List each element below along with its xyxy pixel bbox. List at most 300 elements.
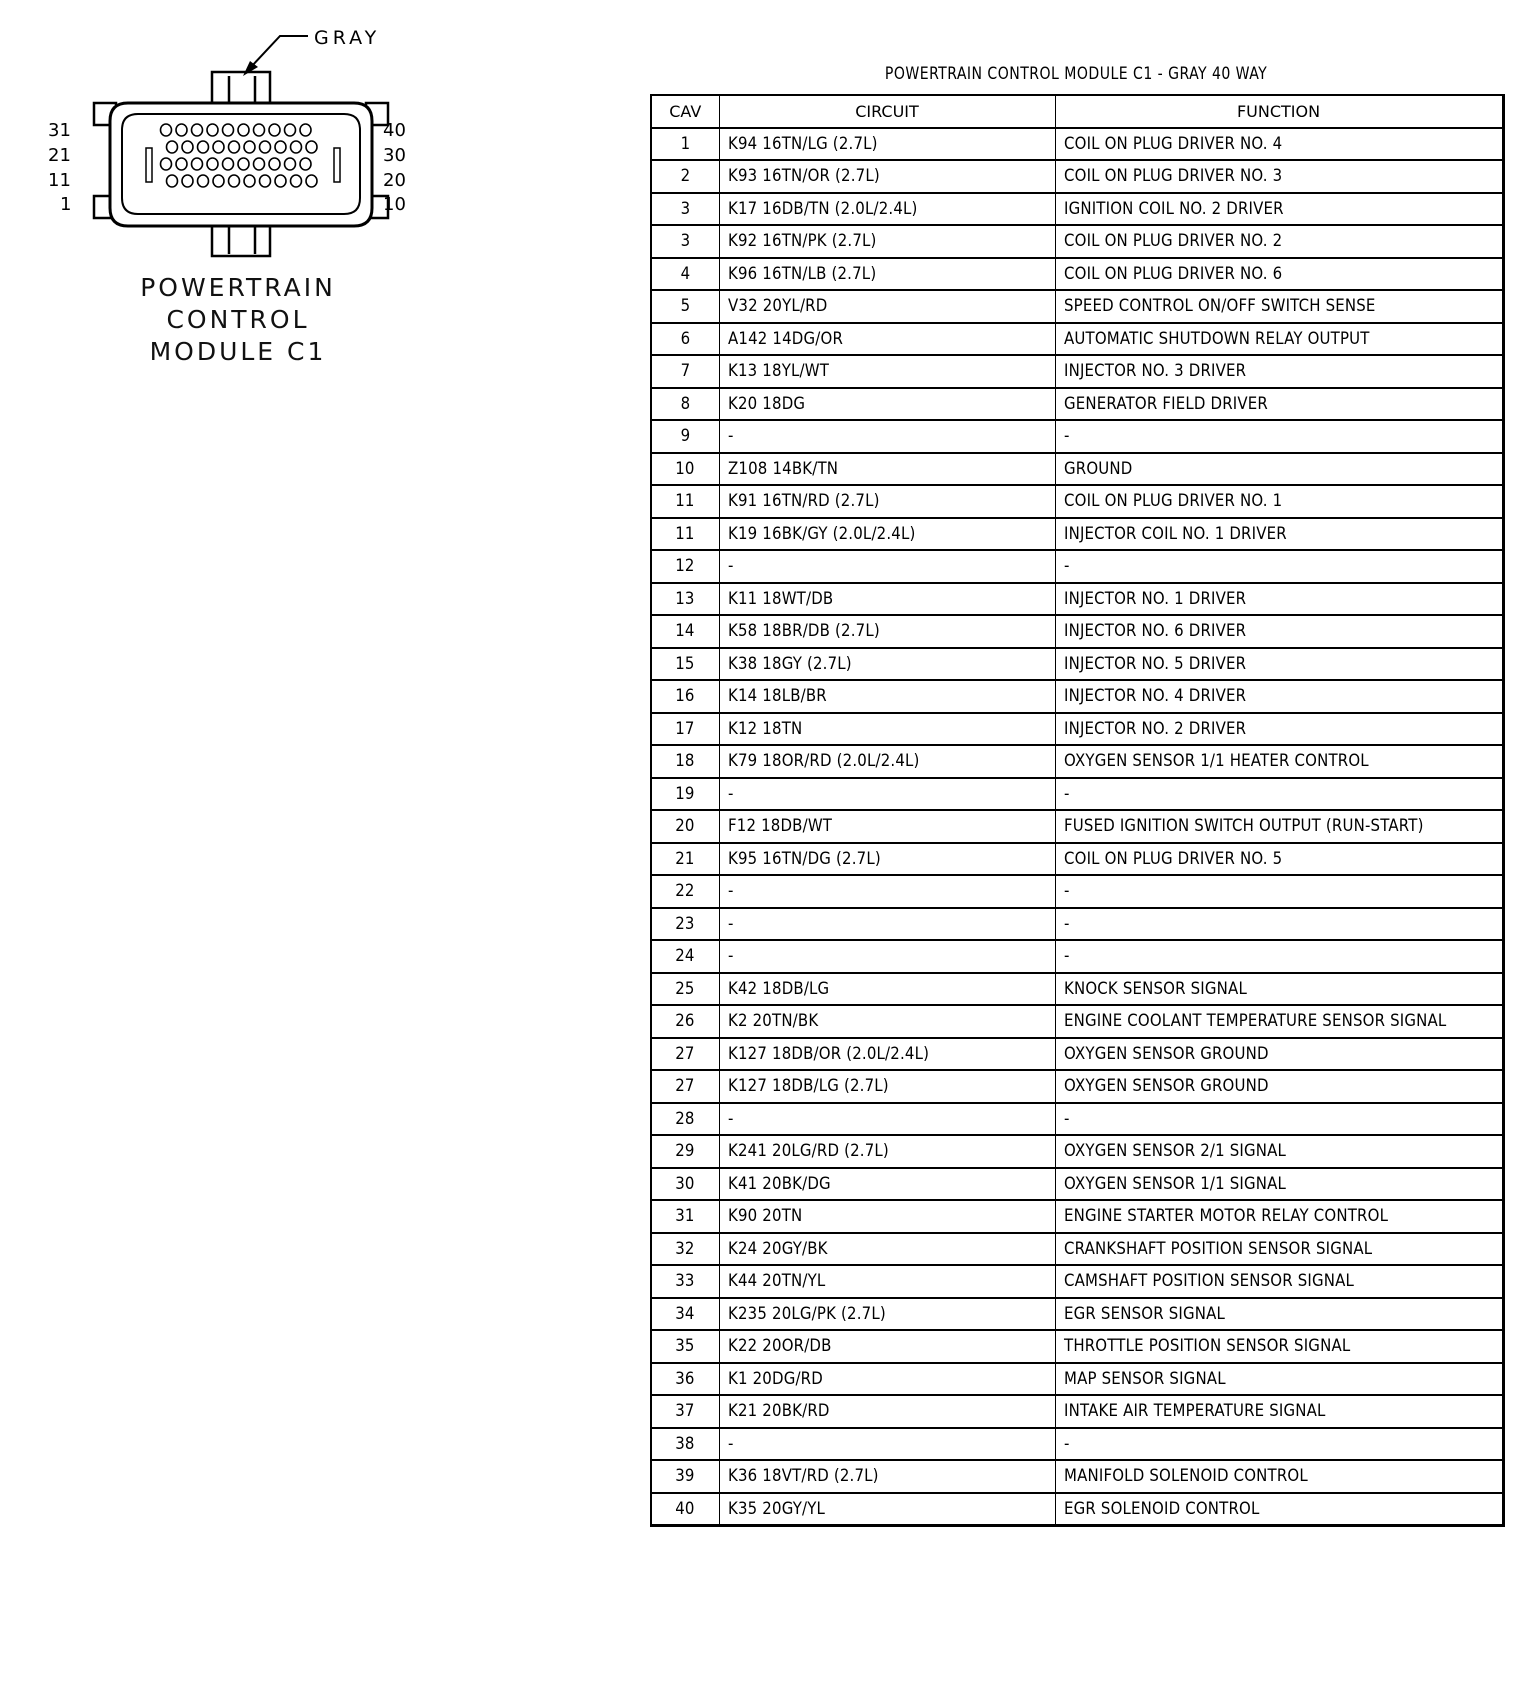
cav-cell-text: 7	[680, 361, 691, 382]
table-row	[651, 843, 1503, 876]
circuit-cell-text: K94 16TN/LG (2.7L)	[727, 133, 878, 154]
pin-label-11: 11	[48, 170, 71, 191]
table-row	[651, 745, 1503, 778]
function-cell-text: -	[1063, 913, 1070, 934]
circuit-cell-text: -	[727, 426, 734, 447]
function-cell	[1055, 225, 1503, 258]
pin-label-40: 40	[383, 120, 406, 141]
circuit-cell	[719, 453, 1055, 486]
circuit-cell	[719, 485, 1055, 518]
table-row	[651, 615, 1503, 648]
cav-cell-text: 32	[675, 1238, 695, 1259]
function-cell	[1055, 680, 1503, 713]
cav-cell	[651, 485, 719, 518]
circuit-cell	[719, 225, 1055, 258]
table-row	[651, 1265, 1503, 1298]
circuit-cell	[719, 615, 1055, 648]
cav-cell-text: 21	[675, 848, 695, 869]
connector-diagram	[0, 0, 440, 260]
circuit-cell	[719, 940, 1055, 973]
cav-cell-text: 16	[675, 686, 695, 707]
cav-cell-text: 20	[675, 816, 695, 837]
pin-label-31: 31	[48, 120, 71, 141]
table-row	[651, 1168, 1503, 1201]
function-cell	[1055, 1330, 1503, 1363]
function-cell-text: IGNITION COIL NO. 2 DRIVER	[1063, 198, 1284, 219]
table-row	[651, 1103, 1503, 1136]
table-row	[651, 290, 1503, 323]
cav-cell	[651, 1265, 719, 1298]
cav-cell-text: 18	[675, 751, 695, 772]
function-cell-text: THROTTLE POSITION SENSOR SIGNAL	[1063, 1336, 1350, 1357]
function-cell-text: -	[1063, 1433, 1070, 1454]
pin-label-10: 10	[383, 194, 406, 215]
function-cell	[1055, 388, 1503, 421]
table-row	[651, 1363, 1503, 1396]
cav-cell	[651, 355, 719, 388]
cav-cell-text: 2	[680, 166, 691, 187]
cav-cell	[651, 778, 719, 811]
cav-cell-text: 22	[675, 881, 695, 902]
circuit-cell-text: K92 16TN/PK (2.7L)	[727, 231, 877, 252]
circuit-cell	[719, 1005, 1055, 1038]
cav-cell	[651, 810, 719, 843]
cav-cell	[651, 193, 719, 226]
table-row	[651, 940, 1503, 973]
function-cell-text: KNOCK SENSOR SIGNAL	[1063, 978, 1247, 999]
circuit-cell-text: K38 18GY (2.7L)	[727, 653, 852, 674]
table-row	[651, 485, 1503, 518]
function-cell-text: OXYGEN SENSOR 2/1 SIGNAL	[1063, 1141, 1286, 1162]
header-circuit: CIRCUIT	[719, 95, 1055, 128]
cav-cell	[651, 258, 719, 291]
function-cell	[1055, 1233, 1503, 1266]
function-cell-text: -	[1063, 946, 1070, 967]
function-cell	[1055, 193, 1503, 226]
cav-cell-text: 5	[680, 296, 691, 317]
function-cell	[1055, 908, 1503, 941]
table-row	[651, 680, 1503, 713]
function-cell	[1055, 615, 1503, 648]
circuit-cell-text: K96 16TN/LB (2.7L)	[727, 263, 876, 284]
cav-cell	[651, 1038, 719, 1071]
function-cell-text: OXYGEN SENSOR GROUND	[1063, 1076, 1269, 1097]
function-cell	[1055, 1298, 1503, 1331]
cav-cell	[651, 1168, 719, 1201]
circuit-cell	[719, 908, 1055, 941]
circuit-cell	[719, 355, 1055, 388]
cav-cell	[651, 583, 719, 616]
table-row	[651, 875, 1503, 908]
cav-cell	[651, 290, 719, 323]
table-row	[651, 1428, 1503, 1461]
function-cell	[1055, 778, 1503, 811]
circuit-cell-text: -	[727, 881, 734, 902]
circuit-cell-text: K127 18DB/OR (2.0L/2.4L)	[727, 1043, 929, 1064]
circuit-cell-text: K235 20LG/PK (2.7L)	[727, 1303, 886, 1324]
circuit-cell-text: K14 18LB/BR	[727, 686, 827, 707]
circuit-cell-text: K12 18TN	[727, 718, 802, 739]
cav-cell-text: 15	[675, 653, 695, 674]
cav-cell-text: 26	[675, 1011, 695, 1032]
cav-cell-text: 40	[675, 1498, 695, 1519]
table-header-row	[651, 95, 1503, 128]
table-row	[651, 1233, 1503, 1266]
cav-cell-text: 12	[675, 556, 695, 577]
cav-cell-text: 4	[680, 263, 691, 284]
circuit-cell-text: K93 16TN/OR (2.7L)	[727, 166, 880, 187]
function-cell	[1055, 1265, 1503, 1298]
cav-cell-text: 35	[675, 1336, 695, 1357]
cav-cell-text: 38	[675, 1433, 695, 1454]
circuit-cell-text: K127 18DB/LG (2.7L)	[727, 1076, 889, 1097]
cav-cell	[651, 1330, 719, 1363]
connector-shell	[110, 103, 372, 226]
table-row	[651, 1005, 1503, 1038]
table-row	[651, 973, 1503, 1006]
cav-cell-text: 13	[675, 588, 695, 609]
circuit-cell	[719, 160, 1055, 193]
function-cell-text: COIL ON PLUG DRIVER NO. 5	[1063, 848, 1282, 869]
function-cell	[1055, 160, 1503, 193]
function-cell	[1055, 1428, 1503, 1461]
cav-cell	[651, 875, 719, 908]
function-cell	[1055, 810, 1503, 843]
circuit-cell-text: -	[727, 556, 734, 577]
circuit-cell-text: K2 20TN/BK	[727, 1011, 818, 1032]
circuit-cell	[719, 1460, 1055, 1493]
function-cell-text: INJECTOR NO. 3 DRIVER	[1063, 361, 1246, 382]
circuit-cell-text: K241 20LG/RD (2.7L)	[727, 1141, 889, 1162]
function-cell	[1055, 1005, 1503, 1038]
function-cell	[1055, 290, 1503, 323]
cav-cell	[651, 323, 719, 356]
cav-cell-text: 1	[680, 133, 691, 154]
function-cell	[1055, 323, 1503, 356]
cav-cell-text: 36	[675, 1368, 695, 1389]
circuit-cell-text: K58 18BR/DB (2.7L)	[727, 621, 880, 642]
cav-cell-text: 9	[680, 426, 691, 447]
function-cell-text: OXYGEN SENSOR GROUND	[1063, 1043, 1269, 1064]
circuit-cell	[719, 1265, 1055, 1298]
cav-cell-text: 33	[675, 1271, 695, 1292]
connector-top-latch	[212, 72, 270, 106]
cav-cell-text: 27	[675, 1043, 695, 1064]
cav-cell	[651, 1298, 719, 1331]
function-cell-text: COIL ON PLUG DRIVER NO. 6	[1063, 263, 1282, 284]
table-row	[651, 193, 1503, 226]
table-row	[651, 160, 1503, 193]
function-cell-text: SPEED CONTROL ON/OFF SWITCH SENSE	[1063, 296, 1376, 317]
header-function: FUNCTION	[1055, 95, 1503, 128]
cav-cell	[651, 1070, 719, 1103]
circuit-cell-text: K91 16TN/RD (2.7L)	[727, 491, 880, 512]
function-cell-text: INTAKE AIR TEMPERATURE SIGNAL	[1063, 1401, 1326, 1422]
function-cell	[1055, 973, 1503, 1006]
table-row	[651, 778, 1503, 811]
circuit-cell-text: K11 18WT/DB	[727, 588, 833, 609]
function-cell	[1055, 355, 1503, 388]
cav-cell-text: 17	[675, 718, 695, 739]
table-row	[651, 550, 1503, 583]
table-row	[651, 810, 1503, 843]
cav-cell	[651, 615, 719, 648]
table-row	[651, 1200, 1503, 1233]
table-row	[651, 583, 1503, 616]
table-row	[651, 323, 1503, 356]
circuit-cell-text: A142 14DG/OR	[727, 328, 843, 349]
pin-label-30: 30	[383, 145, 406, 166]
function-cell-text: FUSED IGNITION SWITCH OUTPUT (RUN-START)	[1063, 816, 1424, 837]
cav-cell	[651, 745, 719, 778]
function-cell-text: GROUND	[1063, 458, 1132, 479]
table-row	[651, 648, 1503, 681]
circuit-cell-text: -	[727, 1433, 734, 1454]
circuit-cell	[719, 1330, 1055, 1363]
circuit-cell	[719, 518, 1055, 551]
cav-cell-text: 25	[675, 978, 695, 999]
function-cell	[1055, 843, 1503, 876]
circuit-cell	[719, 1168, 1055, 1201]
cav-cell	[651, 1233, 719, 1266]
circuit-cell-text: -	[727, 783, 734, 804]
function-cell-text: -	[1063, 881, 1070, 902]
function-cell-text: INJECTOR COIL NO. 1 DRIVER	[1063, 523, 1287, 544]
function-cell	[1055, 1038, 1503, 1071]
table-row	[651, 388, 1503, 421]
function-cell-text: COIL ON PLUG DRIVER NO. 3	[1063, 166, 1282, 187]
circuit-cell-text: K17 16DB/TN (2.0L/2.4L)	[727, 198, 918, 219]
cav-cell	[651, 1493, 719, 1526]
circuit-cell-text: K21 20BK/RD	[727, 1401, 830, 1422]
circuit-cell	[719, 1038, 1055, 1071]
function-cell-text: INJECTOR NO. 6 DRIVER	[1063, 621, 1246, 642]
circuit-cell-text: F12 18DB/WT	[727, 816, 832, 837]
table-row	[651, 1038, 1503, 1071]
circuit-cell	[719, 973, 1055, 1006]
cav-cell-text: 14	[675, 621, 695, 642]
cav-cell-text: 28	[675, 1108, 695, 1129]
cav-cell	[651, 1200, 719, 1233]
circuit-cell	[719, 128, 1055, 161]
table-row	[651, 1460, 1503, 1493]
circuit-cell-text: K90 20TN	[727, 1206, 802, 1227]
table-row	[651, 355, 1503, 388]
function-cell-text: -	[1063, 1108, 1070, 1129]
circuit-cell-text: -	[727, 913, 734, 934]
cav-cell	[651, 713, 719, 746]
function-cell-text: COIL ON PLUG DRIVER NO. 4	[1063, 133, 1282, 154]
function-cell	[1055, 745, 1503, 778]
circuit-cell-text: K19 16BK/GY (2.0L/2.4L)	[727, 523, 916, 544]
function-cell-text: ENGINE STARTER MOTOR RELAY CONTROL	[1063, 1206, 1388, 1227]
circuit-cell-text: K95 16TN/DG (2.7L)	[727, 848, 881, 869]
circuit-cell	[719, 680, 1055, 713]
circuit-cell-text: K24 20GY/BK	[727, 1238, 828, 1259]
function-cell	[1055, 1460, 1503, 1493]
cav-cell	[651, 940, 719, 973]
cav-cell	[651, 518, 719, 551]
cav-cell	[651, 680, 719, 713]
function-cell-text: COIL ON PLUG DRIVER NO. 1	[1063, 491, 1282, 512]
function-cell	[1055, 648, 1503, 681]
circuit-cell	[719, 843, 1055, 876]
cav-cell	[651, 388, 719, 421]
circuit-cell-text: K41 20BK/DG	[727, 1173, 831, 1194]
circuit-cell	[719, 1103, 1055, 1136]
circuit-cell	[719, 1395, 1055, 1428]
function-cell-text: INJECTOR NO. 4 DRIVER	[1063, 686, 1246, 707]
function-cell	[1055, 940, 1503, 973]
table-row	[651, 713, 1503, 746]
circuit-cell-text: Z108 14BK/TN	[727, 458, 838, 479]
function-cell-text: INJECTOR NO. 2 DRIVER	[1063, 718, 1246, 739]
function-cell-text: EGR SENSOR SIGNAL	[1063, 1303, 1225, 1324]
table-row	[651, 1135, 1503, 1168]
function-cell-text: OXYGEN SENSOR 1/1 SIGNAL	[1063, 1173, 1286, 1194]
circuit-cell-text: K22 20OR/DB	[727, 1336, 832, 1357]
function-cell	[1055, 550, 1503, 583]
function-cell	[1055, 1168, 1503, 1201]
pinout-table-body	[651, 128, 1503, 1526]
circuit-cell-text: K79 18OR/RD (2.0L/2.4L)	[727, 751, 920, 772]
circuit-cell	[719, 778, 1055, 811]
cav-cell-text: 27	[675, 1076, 695, 1097]
cav-cell	[651, 225, 719, 258]
cav-cell	[651, 1428, 719, 1461]
circuit-cell-text: K20 18DG	[727, 393, 805, 414]
table-row	[651, 908, 1503, 941]
table-title: POWERTRAIN CONTROL MODULE C1 - GRAY 40 WAY	[884, 64, 1268, 84]
function-cell	[1055, 1135, 1503, 1168]
cav-cell-text: 24	[675, 946, 695, 967]
function-cell-text: AUTOMATIC SHUTDOWN RELAY OUTPUT	[1063, 328, 1370, 349]
function-cell-text: EGR SOLENOID CONTROL	[1063, 1498, 1259, 1519]
table-row	[651, 1493, 1503, 1526]
cav-cell-text: 3	[680, 231, 691, 252]
caption-line-3: MODULE C1	[149, 337, 327, 366]
cav-cell	[651, 908, 719, 941]
circuit-cell	[719, 388, 1055, 421]
cav-cell-text: 30	[675, 1173, 695, 1194]
cav-cell-text: 29	[675, 1141, 695, 1162]
circuit-cell	[719, 1233, 1055, 1266]
function-cell	[1055, 1070, 1503, 1103]
function-cell	[1055, 875, 1503, 908]
circuit-cell	[719, 648, 1055, 681]
cav-cell	[651, 1103, 719, 1136]
circuit-cell	[719, 745, 1055, 778]
cav-cell	[651, 1460, 719, 1493]
function-cell-text: MANIFOLD SOLENOID CONTROL	[1063, 1466, 1308, 1487]
circuit-cell	[719, 810, 1055, 843]
table-row	[651, 453, 1503, 486]
cav-cell	[651, 128, 719, 161]
circuit-cell	[719, 550, 1055, 583]
circuit-cell	[719, 323, 1055, 356]
cav-cell-text: 19	[675, 783, 695, 804]
cav-cell	[651, 1135, 719, 1168]
cav-cell-text: 11	[675, 523, 695, 544]
circuit-cell	[719, 420, 1055, 453]
circuit-cell	[719, 258, 1055, 291]
color-leader-line	[250, 36, 308, 68]
function-cell-text: MAP SENSOR SIGNAL	[1063, 1368, 1226, 1389]
cav-cell	[651, 843, 719, 876]
function-cell	[1055, 453, 1503, 486]
cav-cell-text: 10	[675, 458, 695, 479]
cav-cell	[651, 648, 719, 681]
cav-cell	[651, 453, 719, 486]
circuit-cell	[719, 583, 1055, 616]
cav-cell	[651, 1363, 719, 1396]
cav-cell-text: 37	[675, 1401, 695, 1422]
function-cell-text: ENGINE COOLANT TEMPERATURE SENSOR SIGNAL	[1063, 1011, 1446, 1032]
table-row	[651, 128, 1503, 161]
connector-caption	[108, 272, 368, 368]
function-cell-text: -	[1063, 556, 1070, 577]
function-cell	[1055, 1363, 1503, 1396]
cav-cell-text: 11	[675, 491, 695, 512]
cav-cell-text: 3	[680, 198, 691, 219]
cav-cell	[651, 973, 719, 1006]
table-row	[651, 1298, 1503, 1331]
pin-label-21: 21	[48, 145, 71, 166]
table-row	[651, 1330, 1503, 1363]
function-cell-text: -	[1063, 783, 1070, 804]
function-cell	[1055, 713, 1503, 746]
caption-line-2: CONTROL	[166, 305, 310, 334]
circuit-cell-text: K44 20TN/YL	[727, 1271, 825, 1292]
table-row	[651, 1070, 1503, 1103]
function-cell	[1055, 1395, 1503, 1428]
cav-cell	[651, 1005, 719, 1038]
pin-label-1: 1	[60, 194, 72, 215]
function-cell	[1055, 485, 1503, 518]
circuit-cell-text: K13 18YL/WT	[727, 361, 829, 382]
function-cell	[1055, 1103, 1503, 1136]
function-cell-text: GENERATOR FIELD DRIVER	[1063, 393, 1268, 414]
circuit-cell-text: K35 20GY/YL	[727, 1498, 825, 1519]
connector-bottom-latch	[212, 226, 270, 256]
caption-line-1: POWERTRAIN	[140, 273, 336, 302]
circuit-cell-text: K36 18VT/RD (2.7L)	[727, 1466, 879, 1487]
function-cell-text: -	[1063, 426, 1070, 447]
cav-cell-text: 6	[680, 328, 691, 349]
circuit-cell-text: -	[727, 946, 734, 967]
circuit-cell	[719, 290, 1055, 323]
circuit-cell	[719, 1493, 1055, 1526]
circuit-cell-text: K42 18DB/LG	[727, 978, 829, 999]
function-cell	[1055, 128, 1503, 161]
cav-cell-text: 31	[675, 1206, 695, 1227]
table-row	[651, 420, 1503, 453]
function-cell-text: CAMSHAFT POSITION SENSOR SIGNAL	[1063, 1271, 1354, 1292]
circuit-cell-text: K1 20DG/RD	[727, 1368, 823, 1389]
circuit-cell	[719, 1428, 1055, 1461]
header-cav: CAV	[651, 95, 719, 128]
function-cell-text: INJECTOR NO. 1 DRIVER	[1063, 588, 1246, 609]
circuit-cell	[719, 1298, 1055, 1331]
function-cell	[1055, 420, 1503, 453]
pinout-table	[650, 94, 1505, 1527]
function-cell	[1055, 1200, 1503, 1233]
function-cell-text: OXYGEN SENSOR 1/1 HEATER CONTROL	[1063, 751, 1369, 772]
circuit-cell	[719, 193, 1055, 226]
circuit-cell	[719, 713, 1055, 746]
table-row	[651, 518, 1503, 551]
pin-label-20: 20	[383, 170, 406, 191]
